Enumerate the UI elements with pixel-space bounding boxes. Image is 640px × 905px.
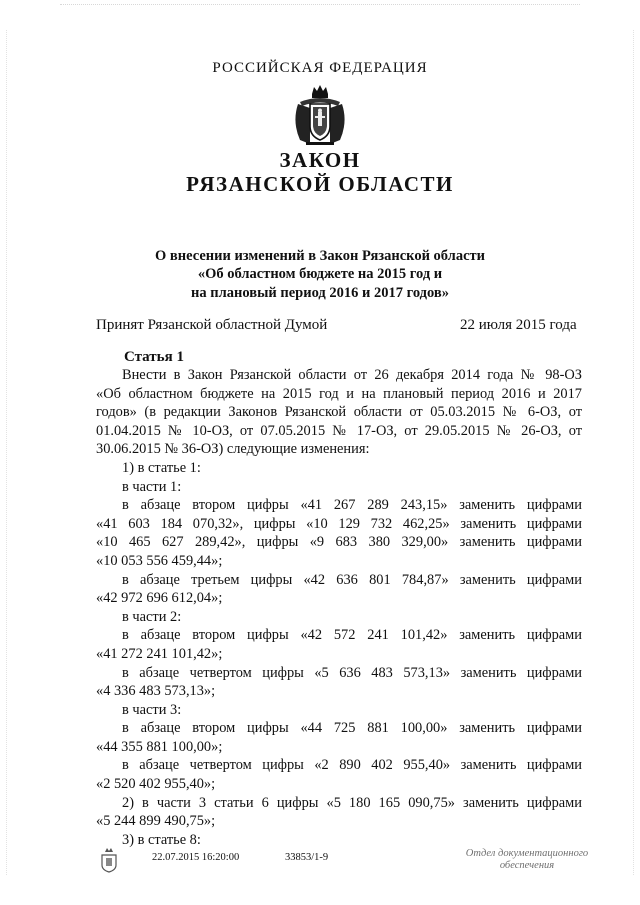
adopted-by: Принят Рязанской областной Думой: [96, 317, 328, 333]
text-line: в абзаце третьем цифры «42 636 801 784,87» заменить цифрами: [122, 571, 582, 588]
text-line: 3) в статье 8:: [122, 831, 201, 848]
text-line: «2 520 402 955,40»;: [96, 776, 216, 793]
text-line: в части 3:: [122, 701, 182, 718]
text-line: в абзаце втором цифры «42 572 241 101,42» заменить цифрами: [122, 627, 582, 644]
text-line: 30.06.2015 № 36-ОЗ) следующие изменения:: [96, 441, 370, 458]
text-line: «10 465 627 289,42», цифры «9 683 380 329,00» заменить цифрами: [96, 534, 582, 551]
text-line: «44 355 881 100,00»;: [96, 738, 223, 755]
department-stamp: [452, 848, 602, 872]
text-line: «Об областном бюджете на 2015 год и на плановый период 2016 и 2017: [96, 385, 582, 402]
text-line: в абзаце втором цифры «41 267 289 243,15» заменить цифрами: [122, 497, 582, 514]
text-line: Внести в Закон Рязанской области от 26 декабря 2014 года № 98-ОЗ: [122, 367, 582, 383]
scan-edge-top: [60, 4, 580, 5]
text-line: 1) в статье 1:: [122, 459, 201, 476]
footer-doc-number: 33853/1-9: [285, 852, 329, 863]
text-line: годов» (в редакции Законов Рязанской области от 05.03.2015 № 6-ОЗ, от: [96, 404, 582, 421]
text-line: в части 2:: [122, 608, 182, 625]
text-line: «42 972 696 612,04»;: [96, 590, 223, 607]
footer-emblem-icon: [98, 846, 120, 874]
subject-line: О внесении изменений в Закон Рязанской области: [155, 248, 485, 264]
text-line: «41 603 184 070,32», цифры «10 129 732 462,25» заменить цифрами: [96, 515, 582, 532]
adopted-date: 22 июля 2015 года: [460, 317, 577, 333]
text-line: в абзаце четвертом цифры «2 890 402 955,40» заменить цифрами: [122, 757, 582, 774]
article-title: Статья 1: [124, 349, 184, 365]
text-line: 01.04.2015 № 10-ОЗ, от 07.05.2015 № 17-ОЗ, от 29.05.2015 № 26-ОЗ, от: [96, 422, 582, 439]
text-line: в части 1:: [122, 478, 182, 495]
text-line: «10 053 556 459,44»;: [96, 552, 223, 569]
subject-line: на плановый период 2016 и 2017 годов»: [191, 285, 449, 301]
text-line: в абзаце втором цифры «44 725 881 100,00» заменить цифрами: [122, 720, 582, 737]
text-line: «4 336 483 573,13»;: [96, 683, 216, 700]
subject-line: «Об областном бюджете на 2015 год и: [197, 266, 443, 282]
text-line: 2) в части 3 статьи 6 цифры «5 180 165 090,75» заменить цифрами: [122, 794, 582, 811]
text-line: «5 244 899 490,75»;: [96, 813, 216, 830]
text-line: «41 272 241 101,42»;: [96, 645, 223, 662]
stamp-line: обеспечения: [499, 860, 555, 871]
footer-timestamp: 22.07.2015 16:20:00: [152, 852, 240, 863]
article-body: [96, 366, 582, 849]
country-heading: РОССИЙСКАЯ ФЕДЕРАЦИЯ: [212, 60, 428, 76]
law-title: ЗАКОН: [279, 148, 361, 172]
ryazan-coat-of-arms-icon: [290, 82, 350, 148]
law-region: РЯЗАНСКОЙ ОБЛАСТИ: [186, 172, 454, 196]
text-line: в абзаце четвертом цифры «5 636 483 573,13» заменить цифрами: [122, 664, 582, 681]
stamp-line: Отдел документационного: [465, 848, 589, 859]
